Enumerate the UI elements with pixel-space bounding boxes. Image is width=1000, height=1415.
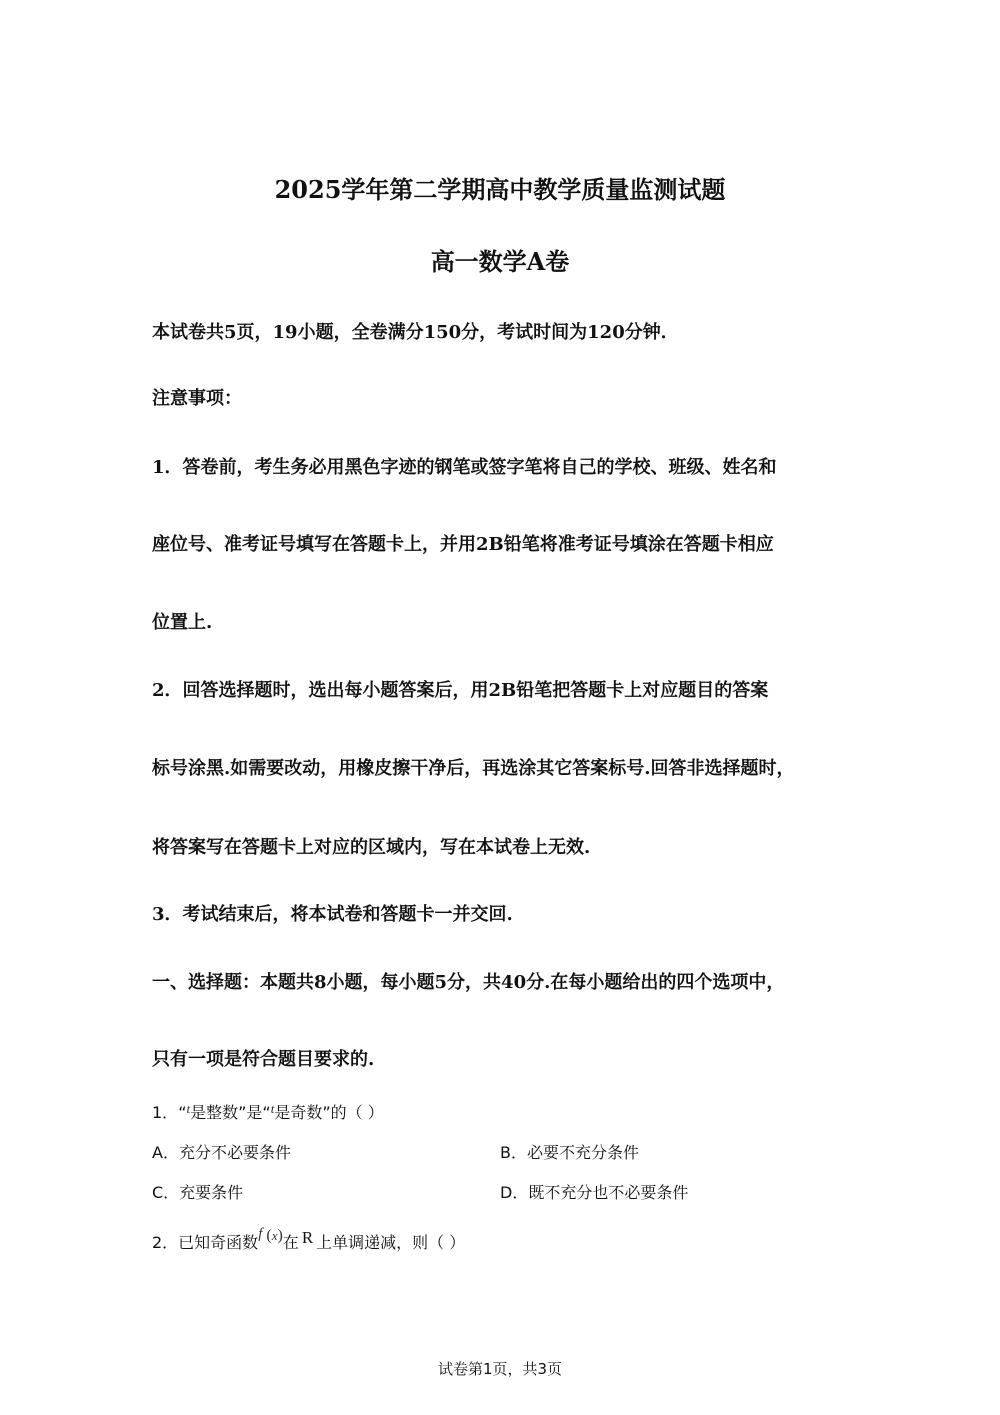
question-2-var-x: x: [271, 1228, 278, 1243]
question-2-text-c: 上单调递减，则（ ）: [316, 1233, 466, 1252]
question-1-text-c: 是奇数”的（ ）: [274, 1103, 384, 1122]
question-2-text-b: 在: [282, 1233, 299, 1252]
question-1-option-c: C．充要条件: [152, 1183, 244, 1202]
question-1-number: 1．: [152, 1103, 179, 1122]
exam-intro: 本试卷共5页，19小题，全卷满分150分，考试时间为120分钟．: [152, 322, 679, 343]
section-heading-line-1: 一、选择题：本题共8小题，每小题5分，共40分.在每小题给出的四个选项中，: [152, 972, 785, 993]
note-line-2: 座位号、准考证号填写在答题卡上，并用2B铅笔将准考证号填涂在答题卡相应: [152, 534, 774, 555]
question-1-option-a: A．充分不必要条件: [152, 1143, 291, 1162]
question-2-paren-left: (: [266, 1227, 272, 1244]
exam-subtitle: 高一数学A卷: [430, 247, 570, 276]
note-line-3: 位置上.: [152, 612, 213, 633]
exam-title: 2025学年第二学期高中教学质量监测试题: [274, 175, 726, 204]
note-line-4: 2．回答选择题时，选出每小题答案后，用2B铅笔把答题卡上对应题目的答案: [152, 680, 769, 701]
notes-heading: 注意事项：: [152, 388, 242, 409]
question-1-text-b: 是整数”是“: [190, 1103, 271, 1122]
note-line-7: 3．考试结束后，将本试卷和答题卡一并交回.: [152, 904, 513, 925]
question-1-option-d: D．既不充分也不必要条件: [500, 1183, 689, 1202]
question-1-var-t: t: [186, 1101, 191, 1116]
question-2-func-f: f: [258, 1226, 263, 1242]
note-line-1: 1．答卷前，考生务必用黑色字迹的钢笔或签字笔将自己的学校、班级、姓名和: [152, 457, 777, 478]
question-1: [152, 1100, 384, 1123]
question-2: [152, 1226, 466, 1253]
note-line-5: 标号涂黑.如需要改动，用橡皮擦干净后，再选涂其它答案标号.回答非选择题时，: [152, 758, 795, 779]
question-1-text-a: “: [178, 1103, 187, 1122]
page-footer: 试卷第1页，共3页: [437, 1360, 563, 1378]
note-line-6: 将答案写在答题卡上对应的区域内，写在本试卷上无效.: [152, 837, 591, 858]
question-1-option-b: B．必要不充分条件: [500, 1143, 639, 1162]
question-2-paren-right: ): [277, 1227, 283, 1244]
question-2-set-r: R: [301, 1228, 314, 1247]
question-1-var-t-2: t: [270, 1101, 275, 1116]
question-2-text-a: 2．已知奇函数: [152, 1233, 259, 1252]
section-heading-line-2: 只有一项是符合题目要求的.: [152, 1049, 375, 1070]
